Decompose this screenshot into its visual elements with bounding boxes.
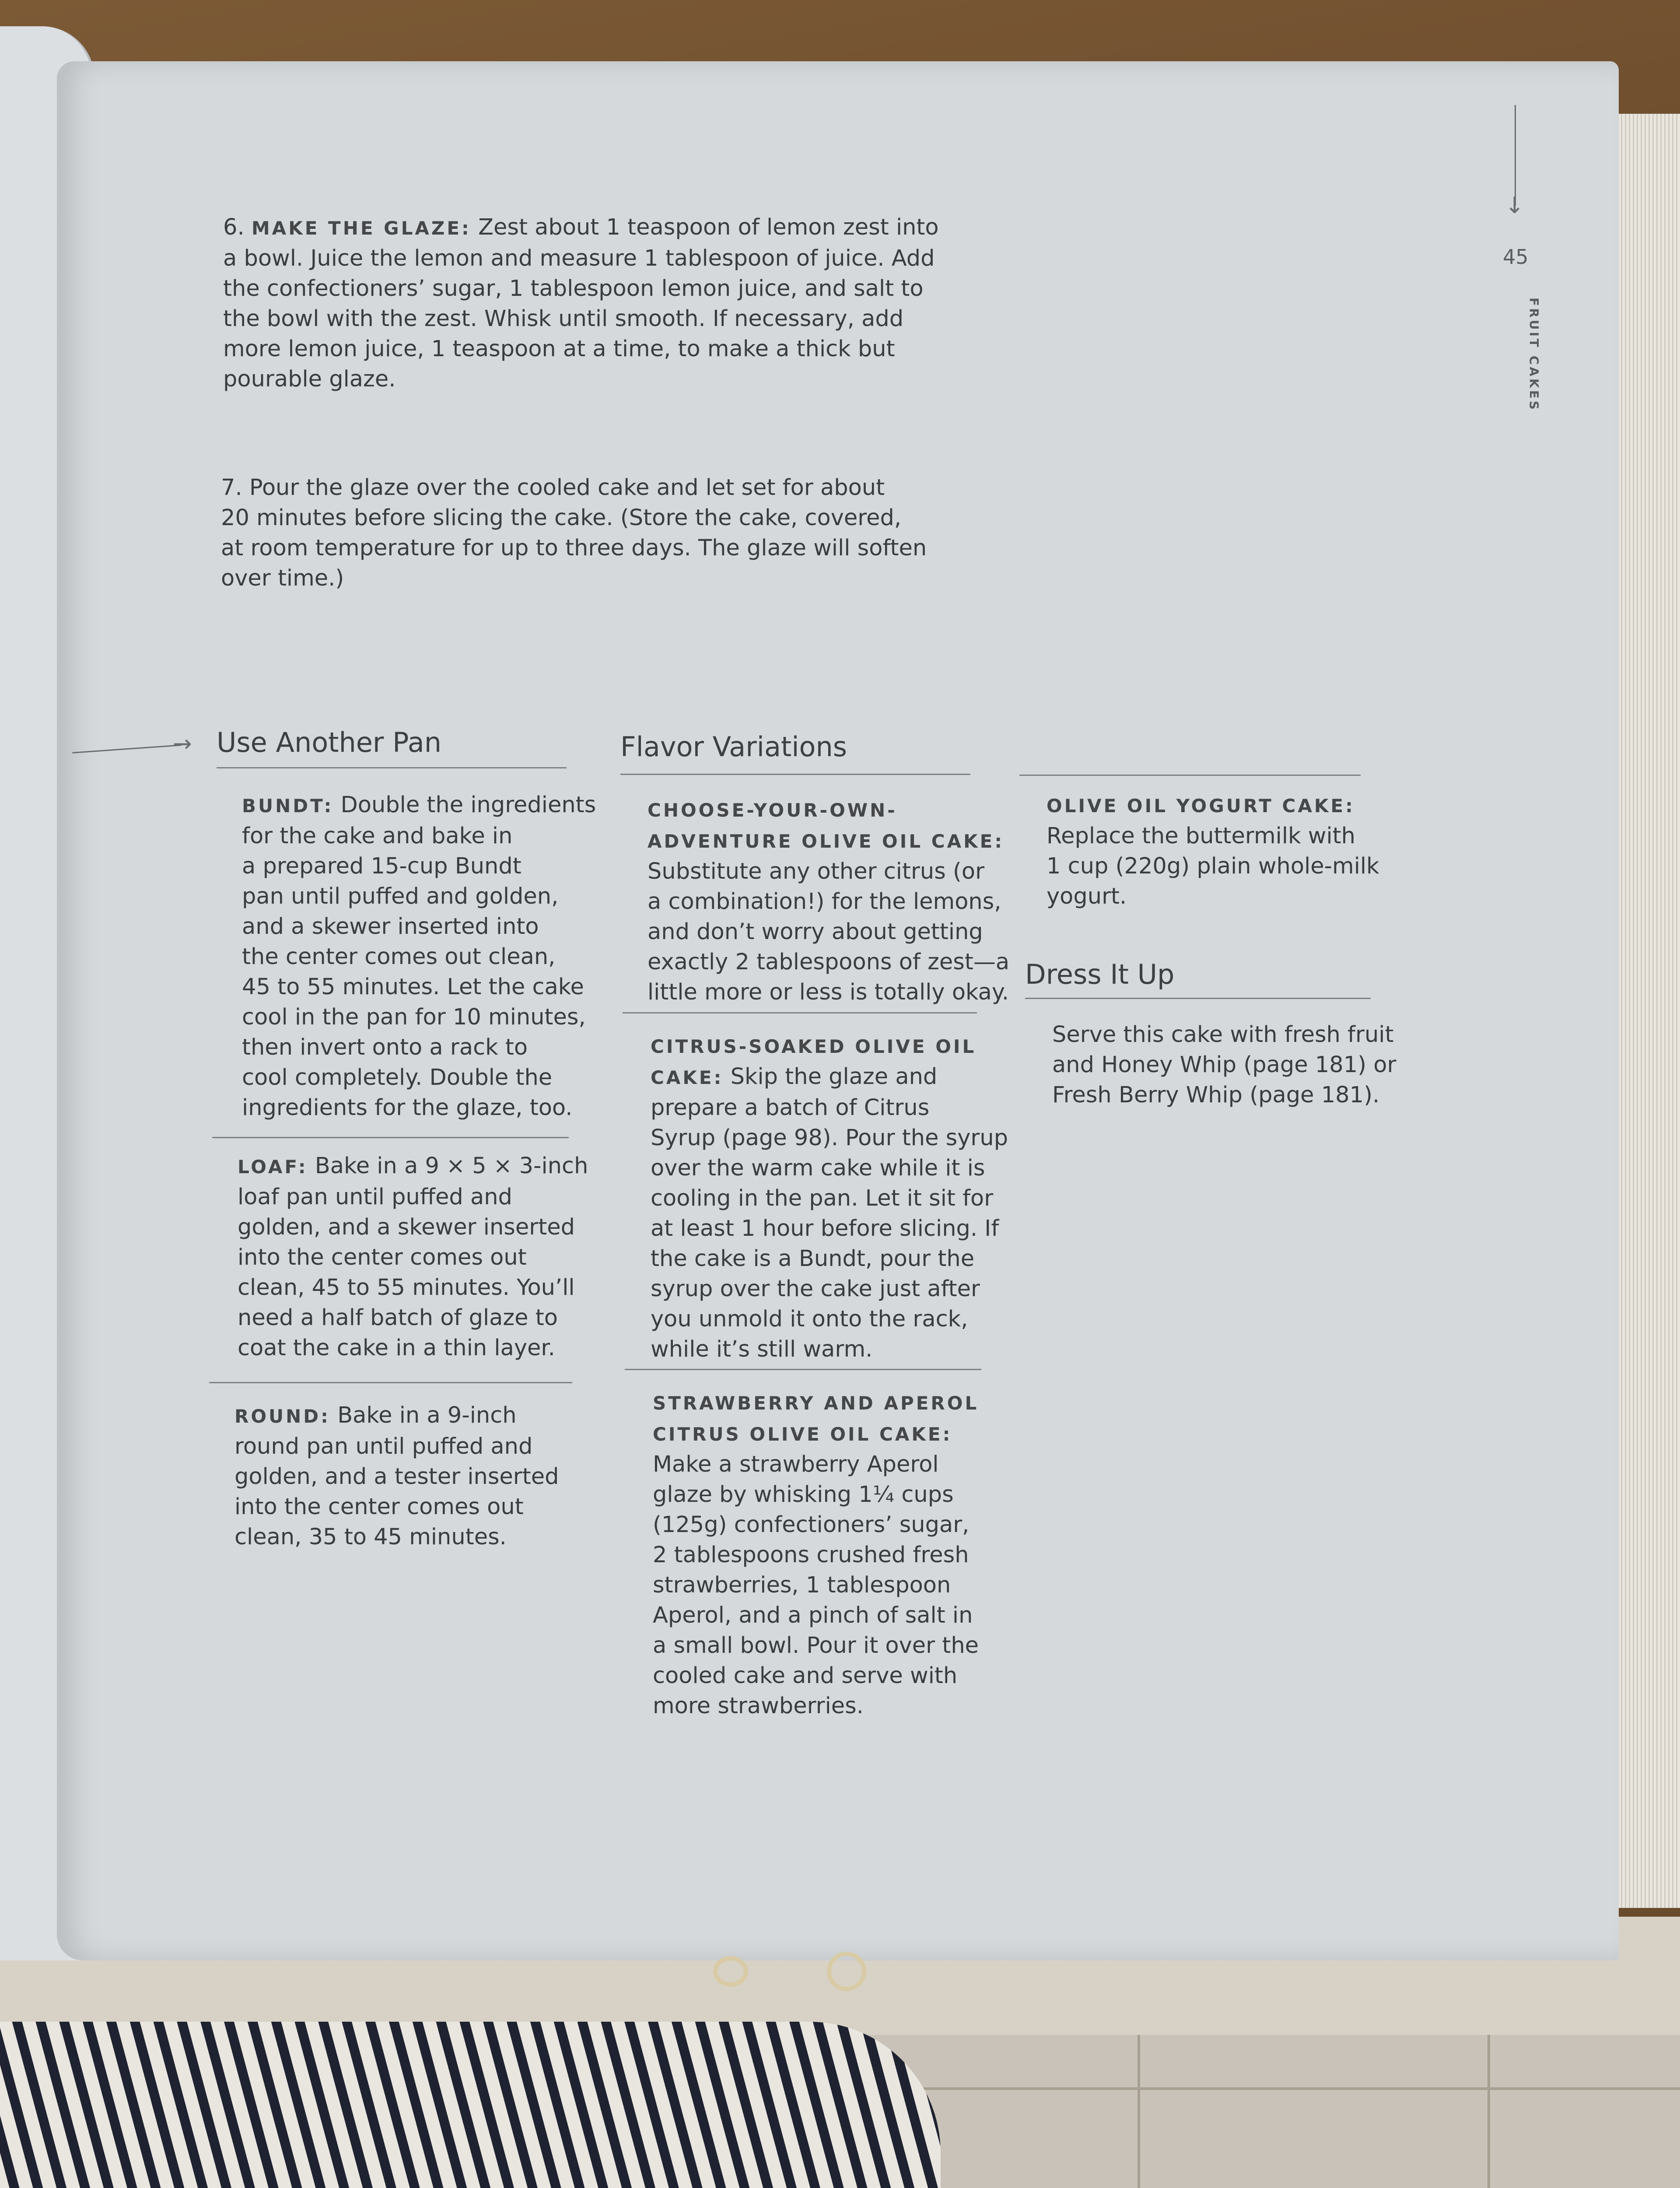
round-text: ROUND: Bake in a 9-inch round pan until puffed and golden, and a tester inserted into the center comes out clean, 35 to 45 minutes.	[234, 1403, 559, 1550]
step-6: 6. MAKE THE GLAZE: Zest about 1 teaspoon of lemon zest into a bowl. Juice the lemon and measure 1 tablespoon of juice. Add the confectioners’ sugar, 1 tablespoon lemon juice, and salt to the bowl with the zest. Whisk until smooth. If necessary, add more lemon juice, 1 teaspoon at a time, to make a thick but pourable glaze.	[223, 214, 939, 392]
right-arrow-icon: →	[173, 731, 192, 757]
tile-floor	[831, 2035, 1680, 2188]
bundt-text: BUNDT: Double the ingredients for the cake and bake in a prepared 15-cup Bundt pan until puffed and golden, and a skewer inserted into the center comes out clean, 45 to 55 minutes. Let the cake cool in the pan for 10 minutes, then invert onto a rack to cool completely. Double the ingredients for the glaze, too.	[242, 792, 596, 1121]
choose-your-own-text: CHOOSE-YOUR-OWN- ADVENTURE OLIVE OIL CAKE: Substitute any other citrus (or a combination!) for the lemons, and don’t worry about getting exactly 2 tablespoons of zest—a little more or less is totally okay.	[648, 799, 1010, 1005]
dress-it-up-text: Serve this cake with fresh fruit and Honey Whip (page 181) or Fresh Berry Whip (page 181).	[1052, 1022, 1396, 1108]
yogurt-cake-text: OLIVE OIL YOGURT CAKE: Replace the buttermilk with 1 cup (220g) plain whole-milk yogurt.	[1046, 795, 1379, 909]
divider	[1019, 775, 1361, 776]
divider	[212, 1137, 569, 1138]
dress-it-up-title: Dress It Up	[1025, 958, 1175, 990]
strawberry-aperol-text: STRAWBERRY AND APEROL CITRUS OLIVE OIL CAKE: Make a strawberry Aperol glaze by whisking 1¼ cups (125g) confectioners’ sugar, 2 tablespoons crushed fresh strawberries, 1 tablespoon Aperol, and a pinch of salt in a small bowl. Pour it over the cooled cake and serve with more strawberries.	[653, 1392, 979, 1719]
margin-arrow-line	[1515, 105, 1516, 206]
divider	[209, 1382, 572, 1383]
divider	[625, 1369, 981, 1370]
loaf-text: LOAF: Bake in a 9 × 5 × 3-inch loaf pan until puffed and golden, and a skewer inserted into the center comes out clean, 45 to 55 minutes. You’ll need a half batch of glaze to coat the cake in a thin layer.	[238, 1153, 588, 1361]
divider	[620, 774, 970, 775]
striped-fabric	[0, 2022, 941, 2188]
divider	[623, 1012, 977, 1013]
book-page-edges	[1614, 114, 1680, 1908]
divider	[1025, 998, 1371, 999]
stain-spot	[827, 1952, 866, 1991]
stain-spot	[713, 1956, 748, 1987]
section-label: FRUIT CAKES	[1527, 298, 1541, 412]
divider	[217, 767, 567, 768]
page-number: 45	[1503, 245, 1529, 269]
flavor-variations-title: Flavor Variations	[620, 731, 847, 763]
down-arrow-icon: ↓	[1505, 193, 1524, 219]
step-7: 7. Pour the glaze over the cooled cake and let set for about 20 minutes before slicing the cake. (Store the cake, covered, at room temperature for up to three days. The glaze will soften over time.)	[221, 475, 927, 591]
citrus-soaked-text: CITRUS-SOAKED OLIVE OIL CAKE: Skip the glaze and prepare a batch of Citrus Syrup (page 98). Pour the syrup over the warm cake while it is cooling in the pan. Let it sit for at least 1 hour before slicing. If the cake is a Bundt, pour the syrup over the cake just after you unmold it onto the rack, while it’s still warm.	[651, 1036, 1008, 1362]
use-another-pan-title: Use Another Pan	[217, 726, 442, 758]
